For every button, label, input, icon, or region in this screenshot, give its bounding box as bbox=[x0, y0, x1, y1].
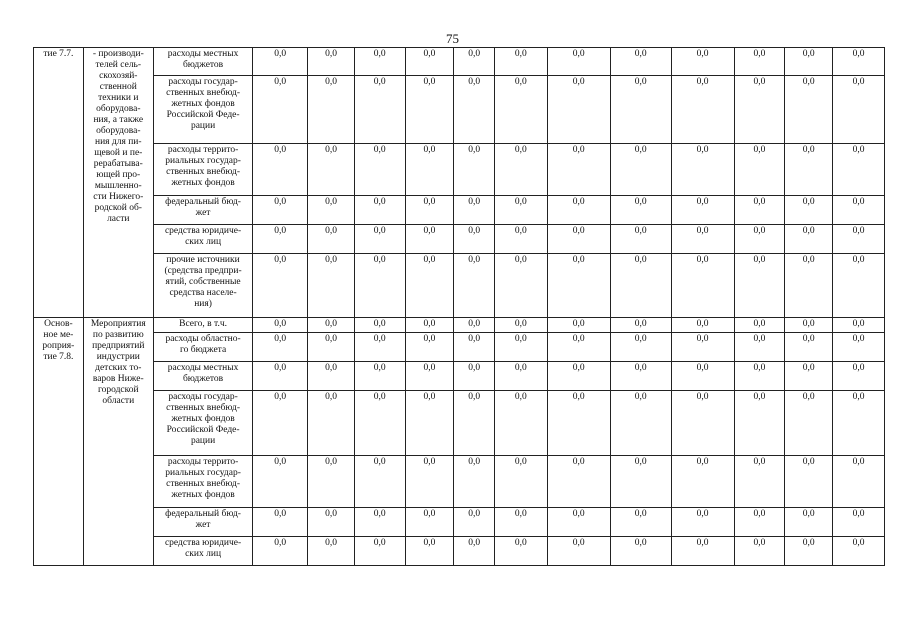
value-cell: 0,0 bbox=[354, 537, 405, 566]
value-cell: 0,0 bbox=[494, 48, 547, 76]
value-cell: 0,0 bbox=[610, 391, 671, 456]
value-cell: 0,0 bbox=[734, 196, 785, 225]
value-cell: 0,0 bbox=[671, 196, 734, 225]
value-cell: 0,0 bbox=[354, 362, 405, 391]
value-cell: 0,0 bbox=[494, 318, 547, 333]
value-cell: 0,0 bbox=[308, 76, 355, 144]
value-cell: 0,0 bbox=[547, 76, 610, 144]
value-cell: 0,0 bbox=[734, 333, 785, 362]
value-cell: 0,0 bbox=[547, 391, 610, 456]
value-cell: 0,0 bbox=[308, 144, 355, 196]
funding-source: расходы областно- го бюджета bbox=[153, 333, 253, 362]
value-cell: 0,0 bbox=[833, 537, 885, 566]
value-cell: 0,0 bbox=[405, 196, 454, 225]
funding-source: средства юридиче- ских лиц bbox=[153, 537, 253, 566]
value-cell: 0,0 bbox=[354, 144, 405, 196]
value-cell: 0,0 bbox=[833, 48, 885, 76]
value-cell: 0,0 bbox=[671, 225, 734, 254]
value-cell: 0,0 bbox=[610, 362, 671, 391]
value-cell: 0,0 bbox=[253, 333, 308, 362]
table-row bbox=[34, 48, 885, 76]
measure-code: Основ- ное ме- роприя- тие 7.8. bbox=[34, 318, 84, 566]
value-cell: 0,0 bbox=[308, 48, 355, 76]
value-cell: 0,0 bbox=[354, 254, 405, 318]
table-row bbox=[34, 456, 885, 508]
value-cell: 0,0 bbox=[494, 254, 547, 318]
value-cell: 0,0 bbox=[734, 254, 785, 318]
value-cell: 0,0 bbox=[494, 196, 547, 225]
table-row bbox=[34, 391, 885, 456]
value-cell: 0,0 bbox=[253, 225, 308, 254]
value-cell: 0,0 bbox=[833, 144, 885, 196]
funding-source: средства юридиче- ских лиц bbox=[153, 225, 253, 254]
value-cell: 0,0 bbox=[547, 225, 610, 254]
value-cell: 0,0 bbox=[494, 333, 547, 362]
funding-source: расходы государ- ственных внебюд- жетных фондов Российской Феде- рации bbox=[153, 391, 253, 456]
value-cell: 0,0 bbox=[671, 362, 734, 391]
value-cell: 0,0 bbox=[253, 48, 308, 76]
value-cell: 0,0 bbox=[454, 362, 495, 391]
value-cell: 0,0 bbox=[734, 76, 785, 144]
value-cell: 0,0 bbox=[734, 508, 785, 537]
value-cell: 0,0 bbox=[671, 48, 734, 76]
value-cell: 0,0 bbox=[308, 537, 355, 566]
value-cell: 0,0 bbox=[308, 391, 355, 456]
table-row bbox=[34, 76, 885, 144]
value-cell: 0,0 bbox=[671, 254, 734, 318]
value-cell: 0,0 bbox=[785, 196, 833, 225]
value-cell: 0,0 bbox=[308, 318, 355, 333]
value-cell: 0,0 bbox=[405, 333, 454, 362]
value-cell: 0,0 bbox=[454, 333, 495, 362]
value-cell: 0,0 bbox=[610, 225, 671, 254]
measure-code: тие 7.7. bbox=[34, 48, 84, 318]
value-cell: 0,0 bbox=[734, 48, 785, 76]
value-cell: 0,0 bbox=[454, 391, 495, 456]
table-row bbox=[34, 254, 885, 318]
value-cell: 0,0 bbox=[454, 456, 495, 508]
value-cell: 0,0 bbox=[734, 318, 785, 333]
value-cell: 0,0 bbox=[833, 318, 885, 333]
value-cell: 0,0 bbox=[610, 456, 671, 508]
value-cell: 0,0 bbox=[494, 144, 547, 196]
measure-title: Мероприятия по развитию предприятий индустрии детских то- варов Нижe- городской области bbox=[83, 318, 153, 566]
value-cell: 0,0 bbox=[308, 196, 355, 225]
value-cell: 0,0 bbox=[610, 144, 671, 196]
value-cell: 0,0 bbox=[494, 391, 547, 456]
value-cell: 0,0 bbox=[253, 456, 308, 508]
value-cell: 0,0 bbox=[253, 318, 308, 333]
value-cell: 0,0 bbox=[454, 76, 495, 144]
value-cell: 0,0 bbox=[610, 537, 671, 566]
value-cell: 0,0 bbox=[547, 508, 610, 537]
value-cell: 0,0 bbox=[610, 254, 671, 318]
value-cell: 0,0 bbox=[308, 333, 355, 362]
value-cell: 0,0 bbox=[547, 254, 610, 318]
value-cell: 0,0 bbox=[785, 144, 833, 196]
value-cell: 0,0 bbox=[547, 48, 610, 76]
value-cell: 0,0 bbox=[833, 508, 885, 537]
value-cell: 0,0 bbox=[671, 76, 734, 144]
value-cell: 0,0 bbox=[610, 318, 671, 333]
funding-source: расходы государ- ственных внебюд- жетных фондов Российской Феде- рации bbox=[153, 76, 253, 144]
value-cell: 0,0 bbox=[671, 333, 734, 362]
value-cell: 0,0 bbox=[547, 196, 610, 225]
budget-table bbox=[33, 47, 885, 566]
table-row bbox=[34, 508, 885, 537]
value-cell: 0,0 bbox=[253, 76, 308, 144]
value-cell: 0,0 bbox=[833, 456, 885, 508]
value-cell: 0,0 bbox=[785, 48, 833, 76]
value-cell: 0,0 bbox=[734, 225, 785, 254]
value-cell: 0,0 bbox=[833, 391, 885, 456]
value-cell: 0,0 bbox=[454, 508, 495, 537]
value-cell: 0,0 bbox=[405, 362, 454, 391]
value-cell: 0,0 bbox=[547, 537, 610, 566]
table-row bbox=[34, 333, 885, 362]
value-cell: 0,0 bbox=[610, 48, 671, 76]
value-cell: 0,0 bbox=[785, 76, 833, 144]
value-cell: 0,0 bbox=[354, 48, 405, 76]
value-cell: 0,0 bbox=[734, 391, 785, 456]
value-cell: 0,0 bbox=[833, 333, 885, 362]
value-cell: 0,0 bbox=[547, 318, 610, 333]
value-cell: 0,0 bbox=[785, 225, 833, 254]
funding-source: федеральный бюд- жет bbox=[153, 508, 253, 537]
value-cell: 0,0 bbox=[671, 144, 734, 196]
value-cell: 0,0 bbox=[308, 254, 355, 318]
value-cell: 0,0 bbox=[547, 333, 610, 362]
value-cell: 0,0 bbox=[253, 508, 308, 537]
value-cell: 0,0 bbox=[405, 48, 454, 76]
value-cell: 0,0 bbox=[454, 144, 495, 196]
value-cell: 0,0 bbox=[308, 456, 355, 508]
value-cell: 0,0 bbox=[253, 362, 308, 391]
value-cell: 0,0 bbox=[253, 196, 308, 225]
value-cell: 0,0 bbox=[354, 196, 405, 225]
value-cell: 0,0 bbox=[253, 144, 308, 196]
value-cell: 0,0 bbox=[354, 391, 405, 456]
value-cell: 0,0 bbox=[253, 254, 308, 318]
value-cell: 0,0 bbox=[833, 225, 885, 254]
value-cell: 0,0 bbox=[671, 318, 734, 333]
value-cell: 0,0 bbox=[405, 254, 454, 318]
funding-source: Всего, в т.ч. bbox=[153, 318, 253, 333]
value-cell: 0,0 bbox=[547, 456, 610, 508]
value-cell: 0,0 bbox=[734, 362, 785, 391]
value-cell: 0,0 bbox=[354, 508, 405, 537]
table-row bbox=[34, 537, 885, 566]
value-cell: 0,0 bbox=[494, 456, 547, 508]
value-cell: 0,0 bbox=[405, 537, 454, 566]
value-cell: 0,0 bbox=[454, 225, 495, 254]
value-cell: 0,0 bbox=[610, 76, 671, 144]
funding-source: федеральный бюд- жет bbox=[153, 196, 253, 225]
value-cell: 0,0 bbox=[354, 76, 405, 144]
table-row bbox=[34, 318, 885, 333]
value-cell: 0,0 bbox=[547, 362, 610, 391]
value-cell: 0,0 bbox=[833, 196, 885, 225]
value-cell: 0,0 bbox=[671, 537, 734, 566]
value-cell: 0,0 bbox=[785, 333, 833, 362]
value-cell: 0,0 bbox=[785, 508, 833, 537]
value-cell: 0,0 bbox=[785, 456, 833, 508]
value-cell: 0,0 bbox=[454, 254, 495, 318]
value-cell: 0,0 bbox=[454, 318, 495, 333]
value-cell: 0,0 bbox=[494, 362, 547, 391]
value-cell: 0,0 bbox=[405, 318, 454, 333]
table-row bbox=[34, 362, 885, 391]
value-cell: 0,0 bbox=[610, 196, 671, 225]
value-cell: 0,0 bbox=[610, 333, 671, 362]
value-cell: 0,0 bbox=[734, 456, 785, 508]
funding-source: прочие источники (средства предпри- ятий, собственные средства населе- ния) bbox=[153, 254, 253, 318]
value-cell: 0,0 bbox=[494, 537, 547, 566]
value-cell: 0,0 bbox=[833, 254, 885, 318]
value-cell: 0,0 bbox=[734, 144, 785, 196]
table-row bbox=[34, 225, 885, 254]
value-cell: 0,0 bbox=[454, 537, 495, 566]
value-cell: 0,0 bbox=[785, 254, 833, 318]
value-cell: 0,0 bbox=[734, 537, 785, 566]
funding-source: расходы террито- риальных государ- ственных внебюд- жетных фондов bbox=[153, 456, 253, 508]
value-cell: 0,0 bbox=[308, 362, 355, 391]
value-cell: 0,0 bbox=[494, 225, 547, 254]
value-cell: 0,0 bbox=[253, 537, 308, 566]
value-cell: 0,0 bbox=[405, 508, 454, 537]
value-cell: 0,0 bbox=[405, 456, 454, 508]
value-cell: 0,0 bbox=[547, 144, 610, 196]
value-cell: 0,0 bbox=[494, 508, 547, 537]
value-cell: 0,0 bbox=[610, 508, 671, 537]
value-cell: 0,0 bbox=[405, 144, 454, 196]
funding-source: расходы местных бюджетов bbox=[153, 362, 253, 391]
funding-source: расходы террито- риальных государ- ственных внебюд- жетных фондов bbox=[153, 144, 253, 196]
value-cell: 0,0 bbox=[354, 318, 405, 333]
measure-title: - производи- телей сель- скохозяй- ственной техники и оборудова- ния, а также оборудова- ния для пи- щевой и пе- рерабатыва- ющей про- мышленно- сти Нижего- родской об- ласти bbox=[83, 48, 153, 318]
value-cell: 0,0 bbox=[785, 318, 833, 333]
value-cell: 0,0 bbox=[785, 362, 833, 391]
value-cell: 0,0 bbox=[671, 456, 734, 508]
value-cell: 0,0 bbox=[454, 196, 495, 225]
value-cell: 0,0 bbox=[671, 391, 734, 456]
value-cell: 0,0 bbox=[405, 76, 454, 144]
page-number: 75 bbox=[446, 31, 459, 46]
table-row bbox=[34, 144, 885, 196]
value-cell: 0,0 bbox=[354, 225, 405, 254]
value-cell: 0,0 bbox=[494, 76, 547, 144]
table-row bbox=[34, 196, 885, 225]
value-cell: 0,0 bbox=[354, 456, 405, 508]
value-cell: 0,0 bbox=[833, 76, 885, 144]
value-cell: 0,0 bbox=[454, 48, 495, 76]
value-cell: 0,0 bbox=[671, 508, 734, 537]
value-cell: 0,0 bbox=[785, 537, 833, 566]
value-cell: 0,0 bbox=[405, 225, 454, 254]
value-cell: 0,0 bbox=[833, 362, 885, 391]
value-cell: 0,0 bbox=[308, 508, 355, 537]
value-cell: 0,0 bbox=[308, 225, 355, 254]
value-cell: 0,0 bbox=[354, 333, 405, 362]
value-cell: 0,0 bbox=[785, 391, 833, 456]
value-cell: 0,0 bbox=[405, 391, 454, 456]
funding-source: расходы местных бюджетов bbox=[153, 48, 253, 76]
value-cell: 0,0 bbox=[253, 391, 308, 456]
